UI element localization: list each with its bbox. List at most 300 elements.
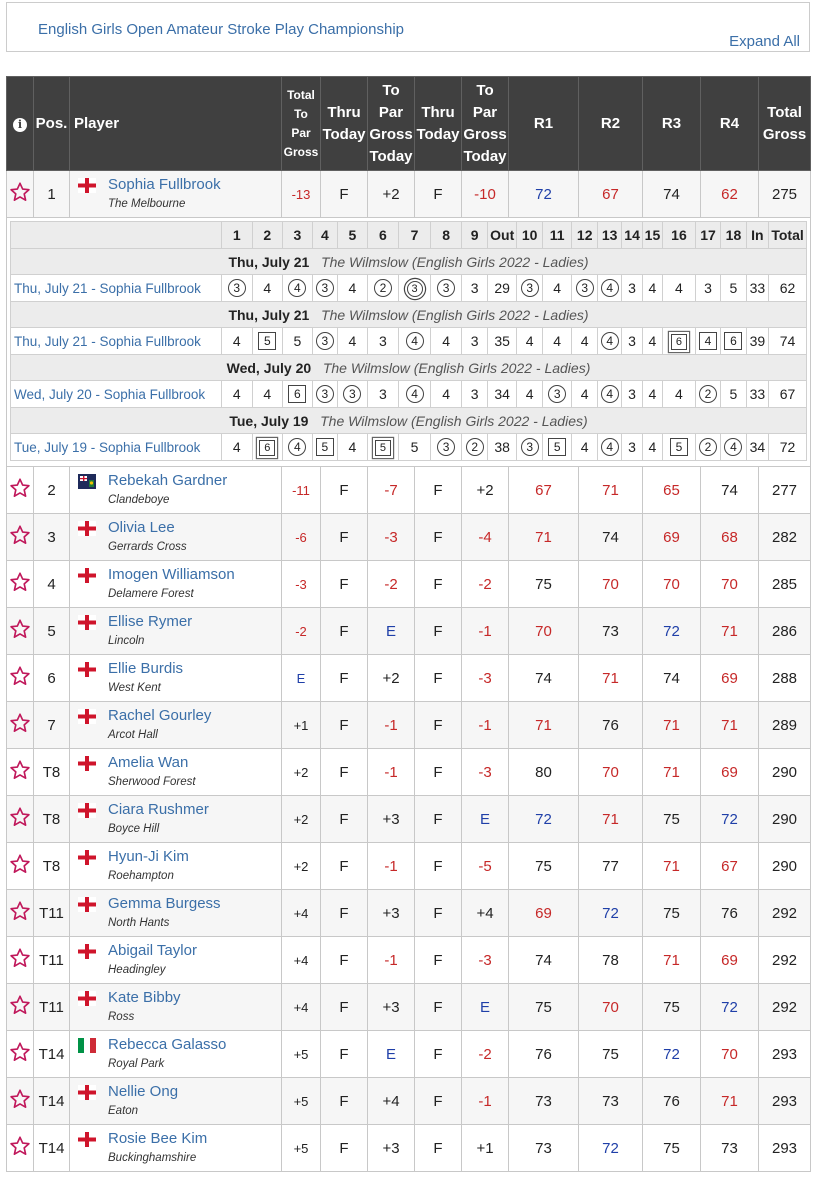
total-to-par: -6 (282, 514, 321, 561)
hole-score (367, 275, 399, 302)
player-cell[interactable] (70, 843, 282, 890)
round-4-score: 70 (701, 561, 759, 608)
thru-today-2: F (415, 843, 462, 890)
thru-today: F (321, 608, 368, 655)
player-club: Sherwood Forest (108, 776, 196, 788)
thru-today-2: F (415, 514, 462, 561)
player-cell[interactable] (70, 702, 282, 749)
col-r2[interactable]: R2 (579, 77, 643, 171)
england-flag-icon (78, 756, 96, 771)
hole-score-value: 4 (601, 385, 619, 403)
hole-score: 34 (746, 434, 768, 461)
hole-score (542, 434, 572, 461)
to-par-today: -7 (368, 467, 415, 514)
player-cell[interactable] (70, 655, 282, 702)
hole-score (252, 328, 283, 355)
thru-today: F (321, 796, 368, 843)
player-cell[interactable] (70, 467, 282, 514)
hole-header: In (746, 222, 768, 249)
round-header (11, 408, 807, 434)
scorecard-container (7, 218, 811, 467)
total-gross: 290 (759, 749, 811, 796)
round-score-row (11, 434, 807, 461)
position: 6 (34, 655, 70, 702)
player-name-link[interactable]: Olivia Lee (108, 519, 175, 536)
hole-score-value: 5 (316, 438, 334, 456)
player-row[interactable] (7, 890, 811, 937)
hole-score: 34 (487, 381, 517, 408)
favorite-star-icon[interactable] (7, 655, 34, 702)
thru-today-2: F (415, 984, 462, 1031)
player-row[interactable] (7, 749, 811, 796)
total-gross: 292 (759, 937, 811, 984)
hole-score (252, 434, 283, 461)
england-flag-icon (78, 615, 96, 630)
hole-score-value: 4 (699, 332, 717, 350)
hole-score (597, 328, 621, 355)
thru-today: F (321, 843, 368, 890)
player-name-link[interactable]: Imogen Williamson (108, 566, 235, 583)
col-r4[interactable]: R4 (701, 77, 759, 171)
player-row[interactable] (7, 796, 811, 843)
total-gross: 289 (759, 702, 811, 749)
favorite-star-icon[interactable] (7, 749, 34, 796)
total-to-par: +2 (282, 796, 321, 843)
hole-score: 4 (572, 328, 597, 355)
hole-score-value: 3 (228, 279, 246, 297)
info-icon[interactable]: i (7, 77, 34, 171)
player-row[interactable] (7, 171, 811, 218)
hole-score (695, 381, 720, 408)
hole-score-value: 3 (576, 279, 594, 297)
hole-score: 4 (252, 381, 283, 408)
thru-today-2: F (415, 796, 462, 843)
to-par-today-2: -10 (462, 171, 509, 218)
favorite-star-icon[interactable] (7, 937, 34, 984)
player-row[interactable] (7, 984, 811, 1031)
player-cell[interactable] (70, 608, 282, 655)
round-4-score: 71 (701, 1078, 759, 1125)
hole-score: 4 (642, 328, 662, 355)
player-row[interactable] (7, 702, 811, 749)
to-par-today-2: +4 (462, 890, 509, 937)
hole-score: 3 (367, 328, 399, 355)
hole-score (517, 434, 542, 461)
round-2-score: 71 (579, 796, 643, 843)
round-1-score: 74 (509, 655, 579, 702)
player-club: Clandeboye (108, 494, 170, 506)
total-to-par: +1 (282, 702, 321, 749)
position: T11 (34, 937, 70, 984)
player-cell[interactable] (70, 937, 282, 984)
round-2-score: 72 (579, 890, 643, 937)
hole-score-value: 6 (671, 334, 687, 350)
favorite-star-icon[interactable] (7, 467, 34, 514)
position: T8 (34, 749, 70, 796)
hole-score-value: 4 (601, 438, 619, 456)
england-flag-icon (78, 850, 96, 865)
player-row[interactable] (7, 561, 811, 608)
hole-score-value: 3 (521, 279, 539, 297)
round-3-score: 75 (643, 984, 701, 1031)
round-2-score: 77 (579, 843, 643, 890)
hole-header: 11 (542, 222, 572, 249)
favorite-star-icon[interactable] (7, 702, 34, 749)
col-thru-today[interactable]: Thru Today (321, 77, 368, 171)
col-thru-today-2[interactable]: Thru Today (415, 77, 462, 171)
hole-score (695, 434, 720, 461)
player-row[interactable] (7, 467, 811, 514)
col-player[interactable]: Player (70, 77, 282, 171)
round-4-score: 72 (701, 796, 759, 843)
to-par-today: -1 (368, 749, 415, 796)
hole-score (399, 275, 431, 302)
round-1-score: 69 (509, 890, 579, 937)
player-name-link[interactable]: Rachel Gourley (108, 707, 212, 724)
total-gross: 275 (759, 171, 811, 218)
hole-score: 4 (338, 434, 368, 461)
england-flag-icon (78, 178, 96, 193)
round-1-score: 74 (509, 937, 579, 984)
hole-score: 62 (769, 275, 807, 302)
round-1-score: 67 (509, 467, 579, 514)
hole-header: 5 (338, 222, 368, 249)
hole-header: 9 (462, 222, 487, 249)
to-par-today-2: E (462, 984, 509, 1031)
player-cell[interactable] (70, 561, 282, 608)
player-row[interactable] (7, 843, 811, 890)
scorecard-row (7, 218, 811, 467)
total-gross: 285 (759, 561, 811, 608)
hole-score (721, 328, 746, 355)
player-name-link[interactable]: Amelia Wan (108, 754, 189, 771)
hole-header: 12 (572, 222, 597, 249)
hole-score-value: 4 (288, 279, 306, 297)
hole-score-value: 3 (548, 385, 566, 403)
hole-header: 2 (252, 222, 283, 249)
hole-score-value: 2 (699, 438, 717, 456)
player-name-link[interactable]: Hyun-Ji Kim (108, 848, 189, 865)
hole-score: 4 (663, 381, 696, 408)
player-name-link[interactable]: Abigail Taylor (108, 942, 197, 959)
hole-header: Total (769, 222, 807, 249)
england-flag-icon (78, 803, 96, 818)
round-score-row (11, 328, 807, 355)
favorite-star-icon[interactable] (7, 561, 34, 608)
player-club: The Melbourne (108, 198, 186, 210)
to-par-today-2: -1 (462, 1078, 509, 1125)
favorite-star-icon[interactable] (7, 1078, 34, 1125)
hole-score: 3 (462, 381, 487, 408)
total-to-par: +4 (282, 984, 321, 1031)
round-1-score: 75 (509, 984, 579, 1031)
round-4-score: 71 (701, 702, 759, 749)
hole-score: 4 (221, 381, 252, 408)
col-total-gross[interactable]: Total Gross (759, 77, 811, 171)
favorite-star-icon[interactable] (7, 1031, 34, 1078)
player-row[interactable] (7, 608, 811, 655)
england-flag-icon (78, 568, 96, 583)
to-par-today: +3 (368, 1125, 415, 1172)
round-4-score: 69 (701, 937, 759, 984)
player-cell[interactable] (70, 171, 282, 218)
player-cell[interactable] (70, 1078, 282, 1125)
player-name-link[interactable]: Gemma Burgess (108, 895, 221, 912)
player-name-link[interactable]: Ellise Rymer (108, 613, 193, 630)
hole-score: 33 (746, 381, 768, 408)
round-header-row (11, 249, 807, 275)
favorite-star-icon[interactable] (7, 514, 34, 561)
hole-score (283, 275, 313, 302)
round-2-score: 70 (579, 561, 643, 608)
hole-score (312, 381, 337, 408)
player-club: Delamere Forest (108, 588, 194, 600)
round-label-link[interactable]: Tue, July 19 - Sophia Fullbrook (11, 434, 222, 461)
round-label-link[interactable]: Thu, July 21 - Sophia Fullbrook (11, 328, 222, 355)
hole-score (597, 381, 621, 408)
thru-today: F (321, 1125, 368, 1172)
round-2-score: 72 (579, 1125, 643, 1172)
player-name-link[interactable]: Rebekah Gardner (108, 472, 228, 489)
favorite-star-icon[interactable] (7, 890, 34, 937)
hole-score: 4 (542, 328, 572, 355)
player-row[interactable] (7, 655, 811, 702)
hole-score: 39 (746, 328, 768, 355)
round-1-score: 75 (509, 843, 579, 890)
hole-score (663, 434, 696, 461)
player-cell[interactable] (70, 749, 282, 796)
hole-score: 4 (221, 328, 252, 355)
player-row[interactable] (7, 937, 811, 984)
thru-today-2: F (415, 1078, 462, 1125)
player-name-link[interactable]: Ellie Burdis (108, 660, 184, 677)
player-name-link[interactable]: Kate Bibby (108, 989, 181, 1006)
championship-header-box (6, 2, 810, 52)
player-cell[interactable] (70, 514, 282, 561)
hole-score-value: 3 (316, 279, 334, 297)
round-3-score: 75 (643, 890, 701, 937)
to-par-today: -3 (368, 514, 415, 561)
hole-score-value: 5 (258, 332, 276, 350)
expand-all-link[interactable]: Expand All (729, 33, 800, 50)
hole-score: 4 (572, 381, 597, 408)
hole-score: 5 (283, 328, 313, 355)
thru-today-2: F (415, 1031, 462, 1078)
position: T11 (34, 984, 70, 1031)
position: T11 (34, 890, 70, 937)
hole-score (430, 275, 462, 302)
thru-today: F (321, 467, 368, 514)
hole-score: 74 (769, 328, 807, 355)
round-3-score: 75 (643, 1125, 701, 1172)
hole-score: 3 (462, 275, 487, 302)
hole-score-value: 2 (374, 279, 392, 297)
hole-score-value: 3 (407, 281, 423, 297)
thru-today-2: F (415, 937, 462, 984)
round-1-score: 73 (509, 1078, 579, 1125)
player-club: Arcot Hall (108, 729, 158, 741)
total-to-par: -3 (282, 561, 321, 608)
round-header (11, 302, 807, 328)
round-course: The Wilmslow (English Girls 2022 - Ladies) (322, 359, 591, 376)
round-3-score: 71 (643, 843, 701, 890)
player-cell[interactable] (70, 796, 282, 843)
hole-score: 5 (721, 381, 746, 408)
thru-today-2: F (415, 702, 462, 749)
to-par-today: +2 (368, 171, 415, 218)
hole-score-value: 6 (259, 440, 275, 456)
hole-score-value: 3 (437, 438, 455, 456)
england-flag-icon (78, 897, 96, 912)
round-2-score: 71 (579, 655, 643, 702)
position: 2 (34, 467, 70, 514)
hole-score-value: 4 (601, 332, 619, 350)
player-name-link[interactable]: Ciara Rushmer (108, 801, 209, 818)
scorecard-hole-header (11, 222, 807, 249)
round-1-score: 75 (509, 561, 579, 608)
round-4-score: 68 (701, 514, 759, 561)
player-cell[interactable] (70, 1125, 282, 1172)
player-row[interactable] (7, 1031, 811, 1078)
hole-score (312, 434, 337, 461)
hole-score-value: 3 (316, 332, 334, 350)
player-cell[interactable] (70, 890, 282, 937)
hole-score: 3 (367, 381, 399, 408)
to-par-today: E (368, 608, 415, 655)
round-header (11, 249, 807, 275)
hole-score: 3 (622, 434, 642, 461)
hole-score: 3 (622, 328, 642, 355)
total-to-par: E (282, 655, 321, 702)
total-gross: 277 (759, 467, 811, 514)
player-row[interactable] (7, 1125, 811, 1172)
thru-today-2: F (415, 467, 462, 514)
col-to-par-gross-today[interactable]: To Par Gross Today (368, 77, 415, 171)
total-gross: 282 (759, 514, 811, 561)
col-r3[interactable]: R3 (643, 77, 701, 171)
player-club: Royal Park (108, 1058, 165, 1070)
player-row[interactable] (7, 1078, 811, 1125)
total-gross: 292 (759, 984, 811, 1031)
hole-score: 4 (517, 381, 542, 408)
thru-today-2: F (415, 608, 462, 655)
favorite-star-icon[interactable] (7, 171, 34, 218)
col-pos[interactable]: Pos. (34, 77, 70, 171)
col-total-to-par-gross[interactable]: Total To Par Gross (282, 77, 321, 171)
total-to-par: +4 (282, 890, 321, 937)
round-course: The Wilmslow (English Girls 2022 - Ladies) (320, 412, 588, 429)
total-gross: 288 (759, 655, 811, 702)
hole-score (367, 434, 399, 461)
total-gross: 293 (759, 1125, 811, 1172)
hole-score: 4 (430, 381, 462, 408)
hole-score-value: 3 (316, 385, 334, 403)
leaderboard-header-row (7, 77, 811, 171)
round-4-score: 69 (701, 749, 759, 796)
to-par-today: +2 (368, 655, 415, 702)
thru-today-2: F (415, 1125, 462, 1172)
player-club: Roehampton (108, 870, 174, 882)
favorite-star-icon[interactable] (7, 984, 34, 1031)
england-flag-icon (78, 1132, 96, 1147)
round-label-link[interactable]: Thu, July 21 - Sophia Fullbrook (11, 275, 222, 302)
player-cell[interactable] (70, 1031, 282, 1078)
position: 4 (34, 561, 70, 608)
player-club: Eaton (108, 1105, 139, 1117)
round-score-row (11, 275, 807, 302)
position: T14 (34, 1031, 70, 1078)
player-name-link[interactable]: Sophia Fullbrook (108, 176, 221, 193)
player-club: North Hants (108, 917, 170, 929)
to-par-today-2: -3 (462, 749, 509, 796)
position: T14 (34, 1078, 70, 1125)
hole-score (283, 434, 313, 461)
player-cell[interactable] (70, 984, 282, 1031)
hole-header: 4 (312, 222, 337, 249)
total-to-par: -2 (282, 608, 321, 655)
favorite-star-icon[interactable] (7, 608, 34, 655)
player-name-link[interactable]: Nellie Ong (108, 1083, 179, 1100)
hole-score: 4 (338, 275, 368, 302)
favorite-star-icon[interactable] (7, 1125, 34, 1172)
total-gross: 290 (759, 796, 811, 843)
hole-score-value: 2 (466, 438, 484, 456)
round-3-score: 65 (643, 467, 701, 514)
round-4-score: 74 (701, 467, 759, 514)
position: 7 (34, 702, 70, 749)
col-r1[interactable]: R1 (509, 77, 579, 171)
to-par-today-2: -2 (462, 1031, 509, 1078)
round-3-score: 69 (643, 514, 701, 561)
player-name-link[interactable]: Rebecca Galasso (108, 1036, 227, 1053)
hole-header: 1 (221, 222, 252, 249)
player-row[interactable] (7, 514, 811, 561)
hole-score-value: 4 (724, 438, 742, 456)
round-2-score: 73 (579, 1078, 643, 1125)
favorite-star-icon[interactable] (7, 796, 34, 843)
col-to-par-gross-today-2[interactable]: To Par Gross Today (462, 77, 509, 171)
hole-score: 4 (572, 434, 597, 461)
hole-header: 18 (721, 222, 746, 249)
hole-score: 38 (487, 434, 517, 461)
to-par-today: +3 (368, 796, 415, 843)
round-1-score: 70 (509, 608, 579, 655)
total-to-par: -13 (282, 171, 321, 218)
round-3-score: 74 (643, 171, 701, 218)
thru-today: F (321, 702, 368, 749)
round-label-link[interactable]: Wed, July 20 - Sophia Fullbrook (11, 381, 222, 408)
hole-score-value: 6 (724, 332, 742, 350)
total-gross: 293 (759, 1031, 811, 1078)
total-gross: 290 (759, 843, 811, 890)
player-name-link[interactable]: Rosie Bee Kim (108, 1130, 208, 1147)
favorite-star-icon[interactable] (7, 843, 34, 890)
player-club: Ross (108, 1011, 135, 1023)
round-3-score: 71 (643, 749, 701, 796)
scorecard-table (10, 221, 807, 461)
round-4-score: 62 (701, 171, 759, 218)
round-header-row (11, 408, 807, 434)
hole-score (695, 328, 720, 355)
hole-header: 15 (642, 222, 662, 249)
hole-score: 67 (769, 381, 807, 408)
to-par-today-2: E (462, 796, 509, 843)
total-to-par: +5 (282, 1125, 321, 1172)
round-date: Thu, July 21 (228, 306, 310, 323)
total-gross: 286 (759, 608, 811, 655)
hole-score: 3 (462, 328, 487, 355)
thru-today: F (321, 655, 368, 702)
